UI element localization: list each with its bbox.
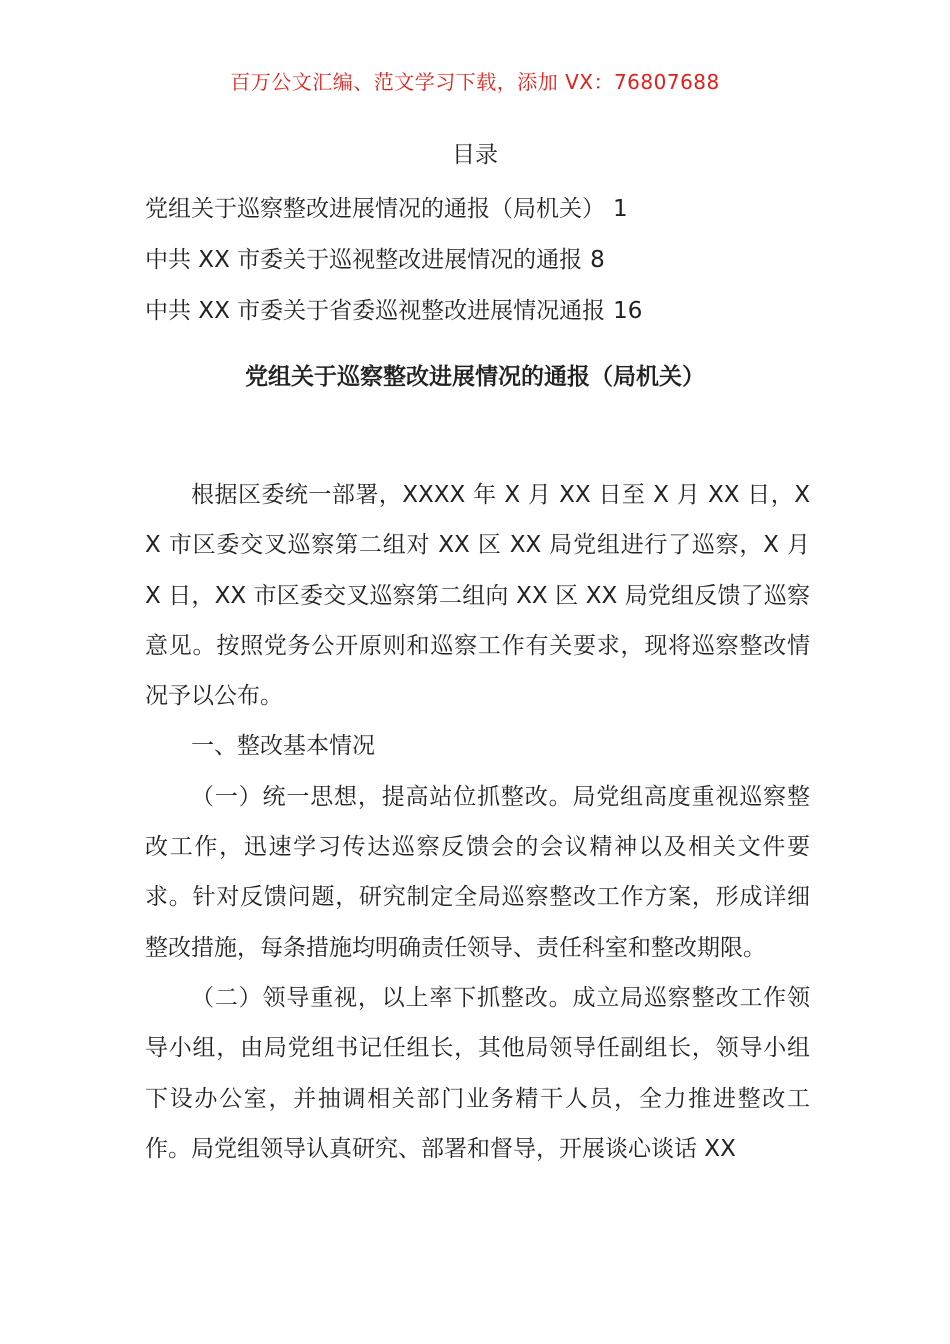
body-paragraph: （二）领导重视，以上率下抓整改。成立局巡察整改工作领导小组，由局党组书记任组长，其他局领导任副组长，领导小组下设办公室，并抽调相关部门业务精干人员，全力推进整改工作。局党组领导认真研究、部署和督导，开展谈心谈话 XX — [145, 984, 810, 1162]
toc-entry-title: 中共 XX 市委关于巡视整改进展情况的通报 — [145, 247, 583, 273]
body-paragraph: （一）统一思想，提高站位抓整改。局党组高度重视巡察整改工作，迅速学习传达巡察反馈会的会议精神以及相关文件要求。针对反馈问题，研究制定全局巡察整改工作方案，形成详细整改措施，每条措施均明确责任领导、责任科室和整改期限。 — [145, 783, 810, 961]
body-paragraph: 根据区委统一部署，XXXX 年 X 月 XX 日至 X 月 XX 日，XX 市区委交叉巡察第二组对 XX 区 XX 局党组进行了巡察，X 月 X 日，XX 市区委交叉巡察第二组向 XX 区 XX 局党组反馈了巡察意见。按照党务公开原则和巡察工作有关要求，现将巡察整改情况予以公布。 — [145, 482, 810, 710]
section-heading: 一、整改基本情况 — [191, 733, 375, 760]
toc-entry-page: 16 — [613, 298, 643, 324]
table-of-contents — [145, 184, 825, 337]
document-body — [145, 470, 810, 1174]
toc-entry[interactable] — [145, 235, 825, 286]
toc-entry-title: 党组关于巡察整改进展情况的通报（局机关） — [145, 196, 605, 222]
toc-entry[interactable] — [145, 286, 825, 337]
toc-title: 目录 — [452, 142, 498, 168]
document-title: 党组关于巡察整改进展情况的通报（局机关） — [245, 364, 705, 390]
toc-entry-page: 1 — [613, 196, 628, 222]
toc-entry[interactable] — [145, 184, 825, 235]
header-banner: 百万公文汇编、范文学习下载，添加 VX：76807688 — [230, 70, 720, 94]
toc-entry-title: 中共 XX 市委关于省委巡视整改进展情况通报 — [145, 298, 606, 324]
toc-entry-page: 8 — [590, 247, 605, 273]
